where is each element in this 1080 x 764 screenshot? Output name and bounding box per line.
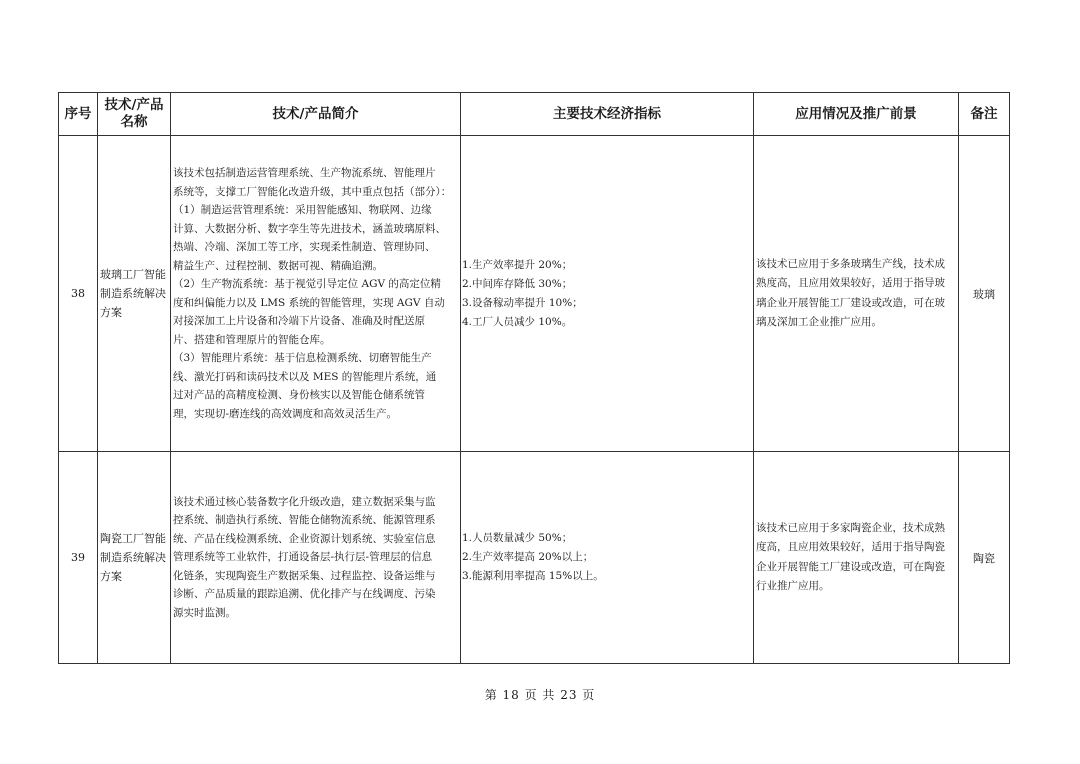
indicator-line: 3.设备稼动率提升 10%；	[462, 296, 583, 309]
indicator-line: 4.工厂人员减少 10%。	[462, 315, 573, 328]
desc-line: 该技术包括制造运营管理系统、生产物流系统、智能理片	[173, 167, 436, 179]
desc-line: 统、产品在线检测系统、企业资源计划系统、实验室信息	[173, 532, 436, 545]
page-number: 第 18 页 共 23 页	[484, 688, 596, 702]
desc-line: 源实时监测。	[173, 606, 236, 619]
header-row	[59, 93, 1010, 136]
desc-line: 热端、冷端、深加工等工序，实现柔性制造、管理协同、	[173, 241, 436, 253]
application-line: 行业推广应用。	[756, 580, 830, 592]
desc-line: 线、激光打码和读码技术以及 MES 的智能理片系统，通	[173, 370, 437, 383]
application-line: 璃及深加工企业推广应用。	[756, 316, 882, 328]
product-table	[58, 92, 1010, 664]
header-application: 应用情况及推广前景	[754, 93, 959, 136]
row-num: 39	[59, 452, 98, 664]
desc-line: 诊断、产品质量的跟踪追溯、优化排产与在线调度、污染	[173, 588, 436, 601]
row-name	[98, 452, 171, 664]
desc-line: 对接深加工上片设备和冷端下片设备、准确及时配送原	[173, 315, 425, 327]
header-indicators: 主要技术经济指标	[461, 93, 754, 136]
application-line: 该技术已应用于多家陶瓷企业，技术成熟	[756, 521, 945, 534]
row-desc	[171, 136, 461, 452]
header-name	[98, 93, 171, 136]
row-indicators	[461, 452, 754, 664]
row-note: 陶瓷	[959, 452, 1010, 664]
header-name-line1: 技术/产品	[104, 97, 164, 113]
row-application	[754, 452, 959, 664]
application-line: 熟度高，且应用效果较好，适用于指导玻	[756, 277, 945, 289]
desc-line: （3）智能理片系统：基于信息检测系统、切磨智能生产	[173, 352, 432, 364]
desc-line: 片、搭建和管理原片的智能仓库。	[173, 333, 331, 346]
application-line: 该技术已应用于多条玻璃生产线，技术成	[756, 257, 945, 270]
desc-line: 过对产品的高精度检测、身份核实以及智能仓储系统管	[173, 389, 425, 401]
application-line: 企业开展智能工厂建设或改造，可在陶瓷	[756, 560, 945, 573]
row-application	[754, 136, 959, 452]
desc-line: 控系统、制造执行系统、智能仓储物流系统、能源管理系	[173, 514, 436, 527]
application-line: 度高，且应用效果较好，适用于指导陶瓷	[756, 541, 945, 553]
indicator-line: 2.生产效率提高 20%以上；	[462, 551, 594, 563]
indicator-line: 3.能源利用率提高 15%以上。	[462, 570, 604, 582]
row-name-line: 方案	[100, 306, 122, 319]
indicator-line: 1.人员数量减少 50%；	[462, 532, 573, 544]
desc-line: 化链条，实现陶瓷生产数据采集、过程监控、设备运维与	[173, 569, 436, 582]
desc-line: 度和纠偏能力以及 LMS 系统的智能管理，实现 AGV 自动	[173, 296, 445, 309]
header-note: 备注	[959, 93, 1010, 136]
header-num: 序号	[59, 93, 98, 136]
desc-line: 计算、大数据分析、数字孪生等先进技术，涵盖玻璃原料、	[173, 222, 446, 235]
table-row	[59, 136, 1010, 452]
header-desc: 技术/产品简介	[171, 93, 461, 136]
indicator-line: 2.中间库存降低 30%；	[462, 277, 573, 290]
indicator-line: 1.生产效率提升 20%；	[462, 258, 573, 271]
row-name-line: 制造系统解决	[100, 551, 166, 564]
row-name-line: 制造系统解决	[100, 287, 166, 300]
row-name	[98, 136, 171, 452]
desc-line: 管理系统等工业软件，打通设备层-执行层-管理层的信息	[173, 551, 433, 564]
desc-line: 该技术通过核心装备数字化升级改造，建立数据采集与监	[173, 495, 436, 508]
desc-line: （1）制造运营管理系统：采用智能感知、物联网、边缘	[173, 204, 432, 216]
row-desc	[171, 452, 461, 664]
header-name-line2: 名称	[120, 114, 148, 130]
desc-line: （2）生产物流系统：基于视觉引导定位 AGV 的高定位精	[173, 278, 441, 290]
row-num: 38	[59, 136, 98, 452]
row-name-line: 方案	[100, 570, 122, 583]
desc-line: 精益生产、过程控制、数据可视、精确追溯。	[173, 259, 383, 272]
row-indicators	[461, 136, 754, 452]
table-row	[59, 452, 1010, 664]
row-name-line: 陶瓷工厂智能	[100, 532, 166, 545]
desc-line: 系统等，支撑工厂智能化改造升级，其中重点包括（部分）：	[173, 185, 452, 198]
row-note: 玻璃	[959, 136, 1010, 452]
application-line: 璃企业开展智能工厂建设或改造，可在玻	[756, 296, 945, 309]
desc-line: 理，实现切-磨连线的高效调度和高效灵活生产。	[173, 407, 398, 420]
row-name-line: 玻璃工厂智能	[100, 268, 166, 281]
